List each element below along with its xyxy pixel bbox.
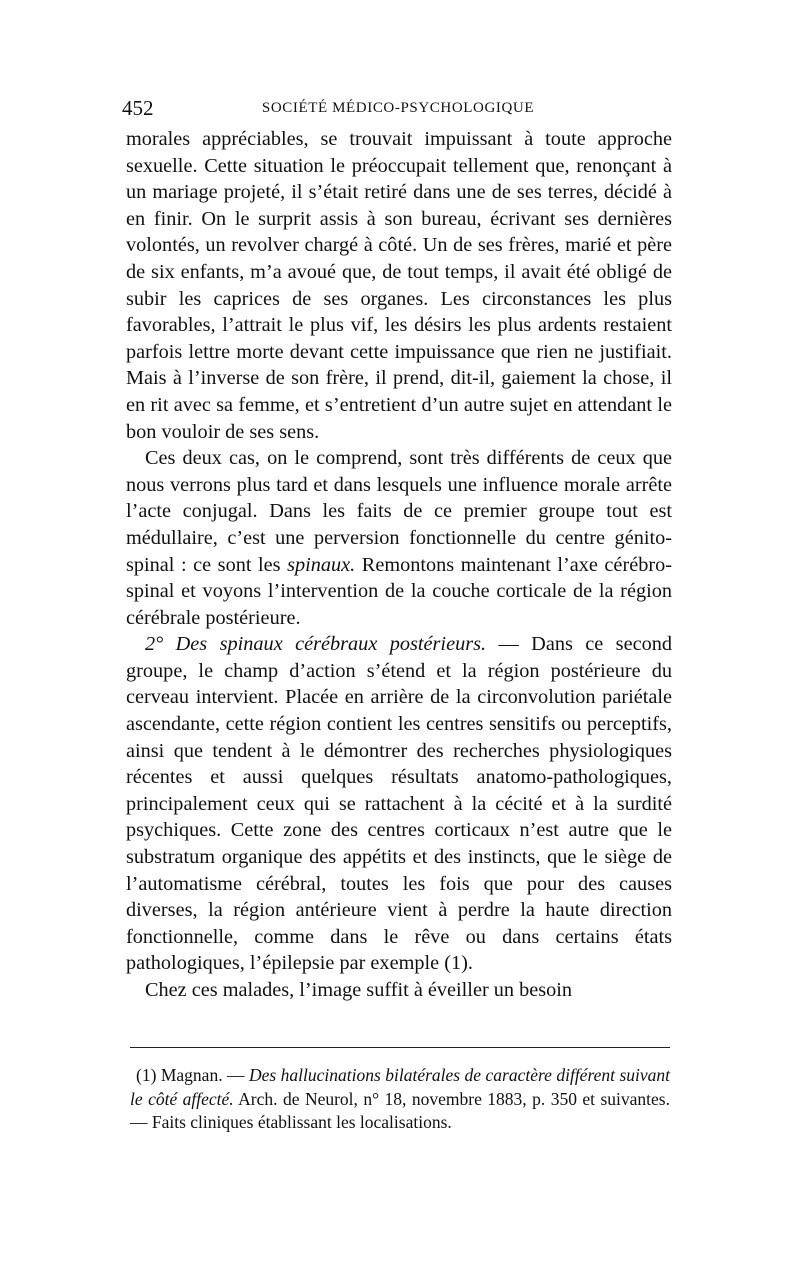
section-heading: 2° Des spinaux cérébraux postérieurs.: [145, 633, 487, 656]
paragraph-2-text-a: Ces deux cas, on le comprend, sont très différents de ceux que nous verrons plus tard et dans lesquels une influence morale arrête l’acte conjugal. Dans les faits de ce premier groupe tout est médullaire, c’est une perversion fonctionnelle du centre génito-spinal : ce sont les: [126, 447, 672, 576]
paragraph-2-italic: spinaux.: [287, 553, 356, 576]
page-number: 452: [122, 96, 154, 120]
paragraph-1: morales appréciables, se trouvait impuissant à toute approche sexuelle. Cette situation le préoccupait tellement que, renonçant à un mariage projeté, il s’était retiré dans une de ses terres, décidé à en finir. On le surprit assis à son bureau, écrivant ses dernières volontés, un revolver chargé à côté. Un de ses frères, marié et père de six enfants, m’a avoué que, de tout temps, il avait été obligé de subir les caprices de ses organes. Les circonstances les plus favorables, l’attrait le plus vif, les désirs les plus ardents restaient parfois lettre morte devant cette impuissance que rien ne justifiait. Mais à l’inverse de son frère, il prend, dit-il, gaiement la chose, il en rit avec sa femme, et s’entretient d’un autre sujet en attendant le bon vouloir de ses sens.: [126, 128, 672, 443]
page-header: [122, 96, 674, 120]
footnotes: [130, 1064, 670, 1135]
footnote-rest: Arch. de Neurol, n° 18, novembre 1883, p. 350 et suivantes. — Faits cliniques établissant les localisations.: [130, 1088, 670, 1132]
paragraph-3-text: — Dans ce second groupe, le champ d’action s’étend et la région postérieure du cerveau intervient. Placée en arrière de la circonvolution pariétale ascendante, cette région contient les centres sensitifs ou perceptifs, ainsi que tendent à le démontrer des recherches physiologiques récentes et aussi quelques résultats anatomo-pathologiques, principalement ceux qui se rattachent à la cécité et à la surdité psychiques. Cette zone des centres corticaux n’est autre que le substratum organique des appétits et des instincts, que le siège de l’automatisme cérébral, toutes les fois que pour des causes diverses, la région antérieure vient à perdre la haute direction fonctionnelle, comme dans le rêve ou dans certains états pathologiques, l’épilepsie par exemple (1).: [126, 633, 672, 975]
footnote-title: Des hallucinations bilatérales de caractère différent suivant le côté affecté.: [130, 1065, 670, 1109]
paragraph-2: [126, 445, 672, 631]
footnote-1: [130, 1064, 670, 1135]
paragraph-3: [126, 631, 672, 977]
paragraph-4: Chez ces malades, l’image suffit à éveiller un besoin: [145, 979, 573, 1001]
body-text: [126, 126, 672, 1004]
paragraph-2-text-b: Remontons maintenant l’axe cérébro-spinal et voyons l’intervention de la couche corticale de la région cérébrale postérieure.: [126, 553, 672, 629]
running-head: SOCIÉTÉ MÉDICO-PSYCHOLOGIQUE: [261, 100, 535, 116]
footnote-lead: (1) Magnan. —: [136, 1065, 249, 1085]
footnote-divider: [130, 1047, 670, 1048]
